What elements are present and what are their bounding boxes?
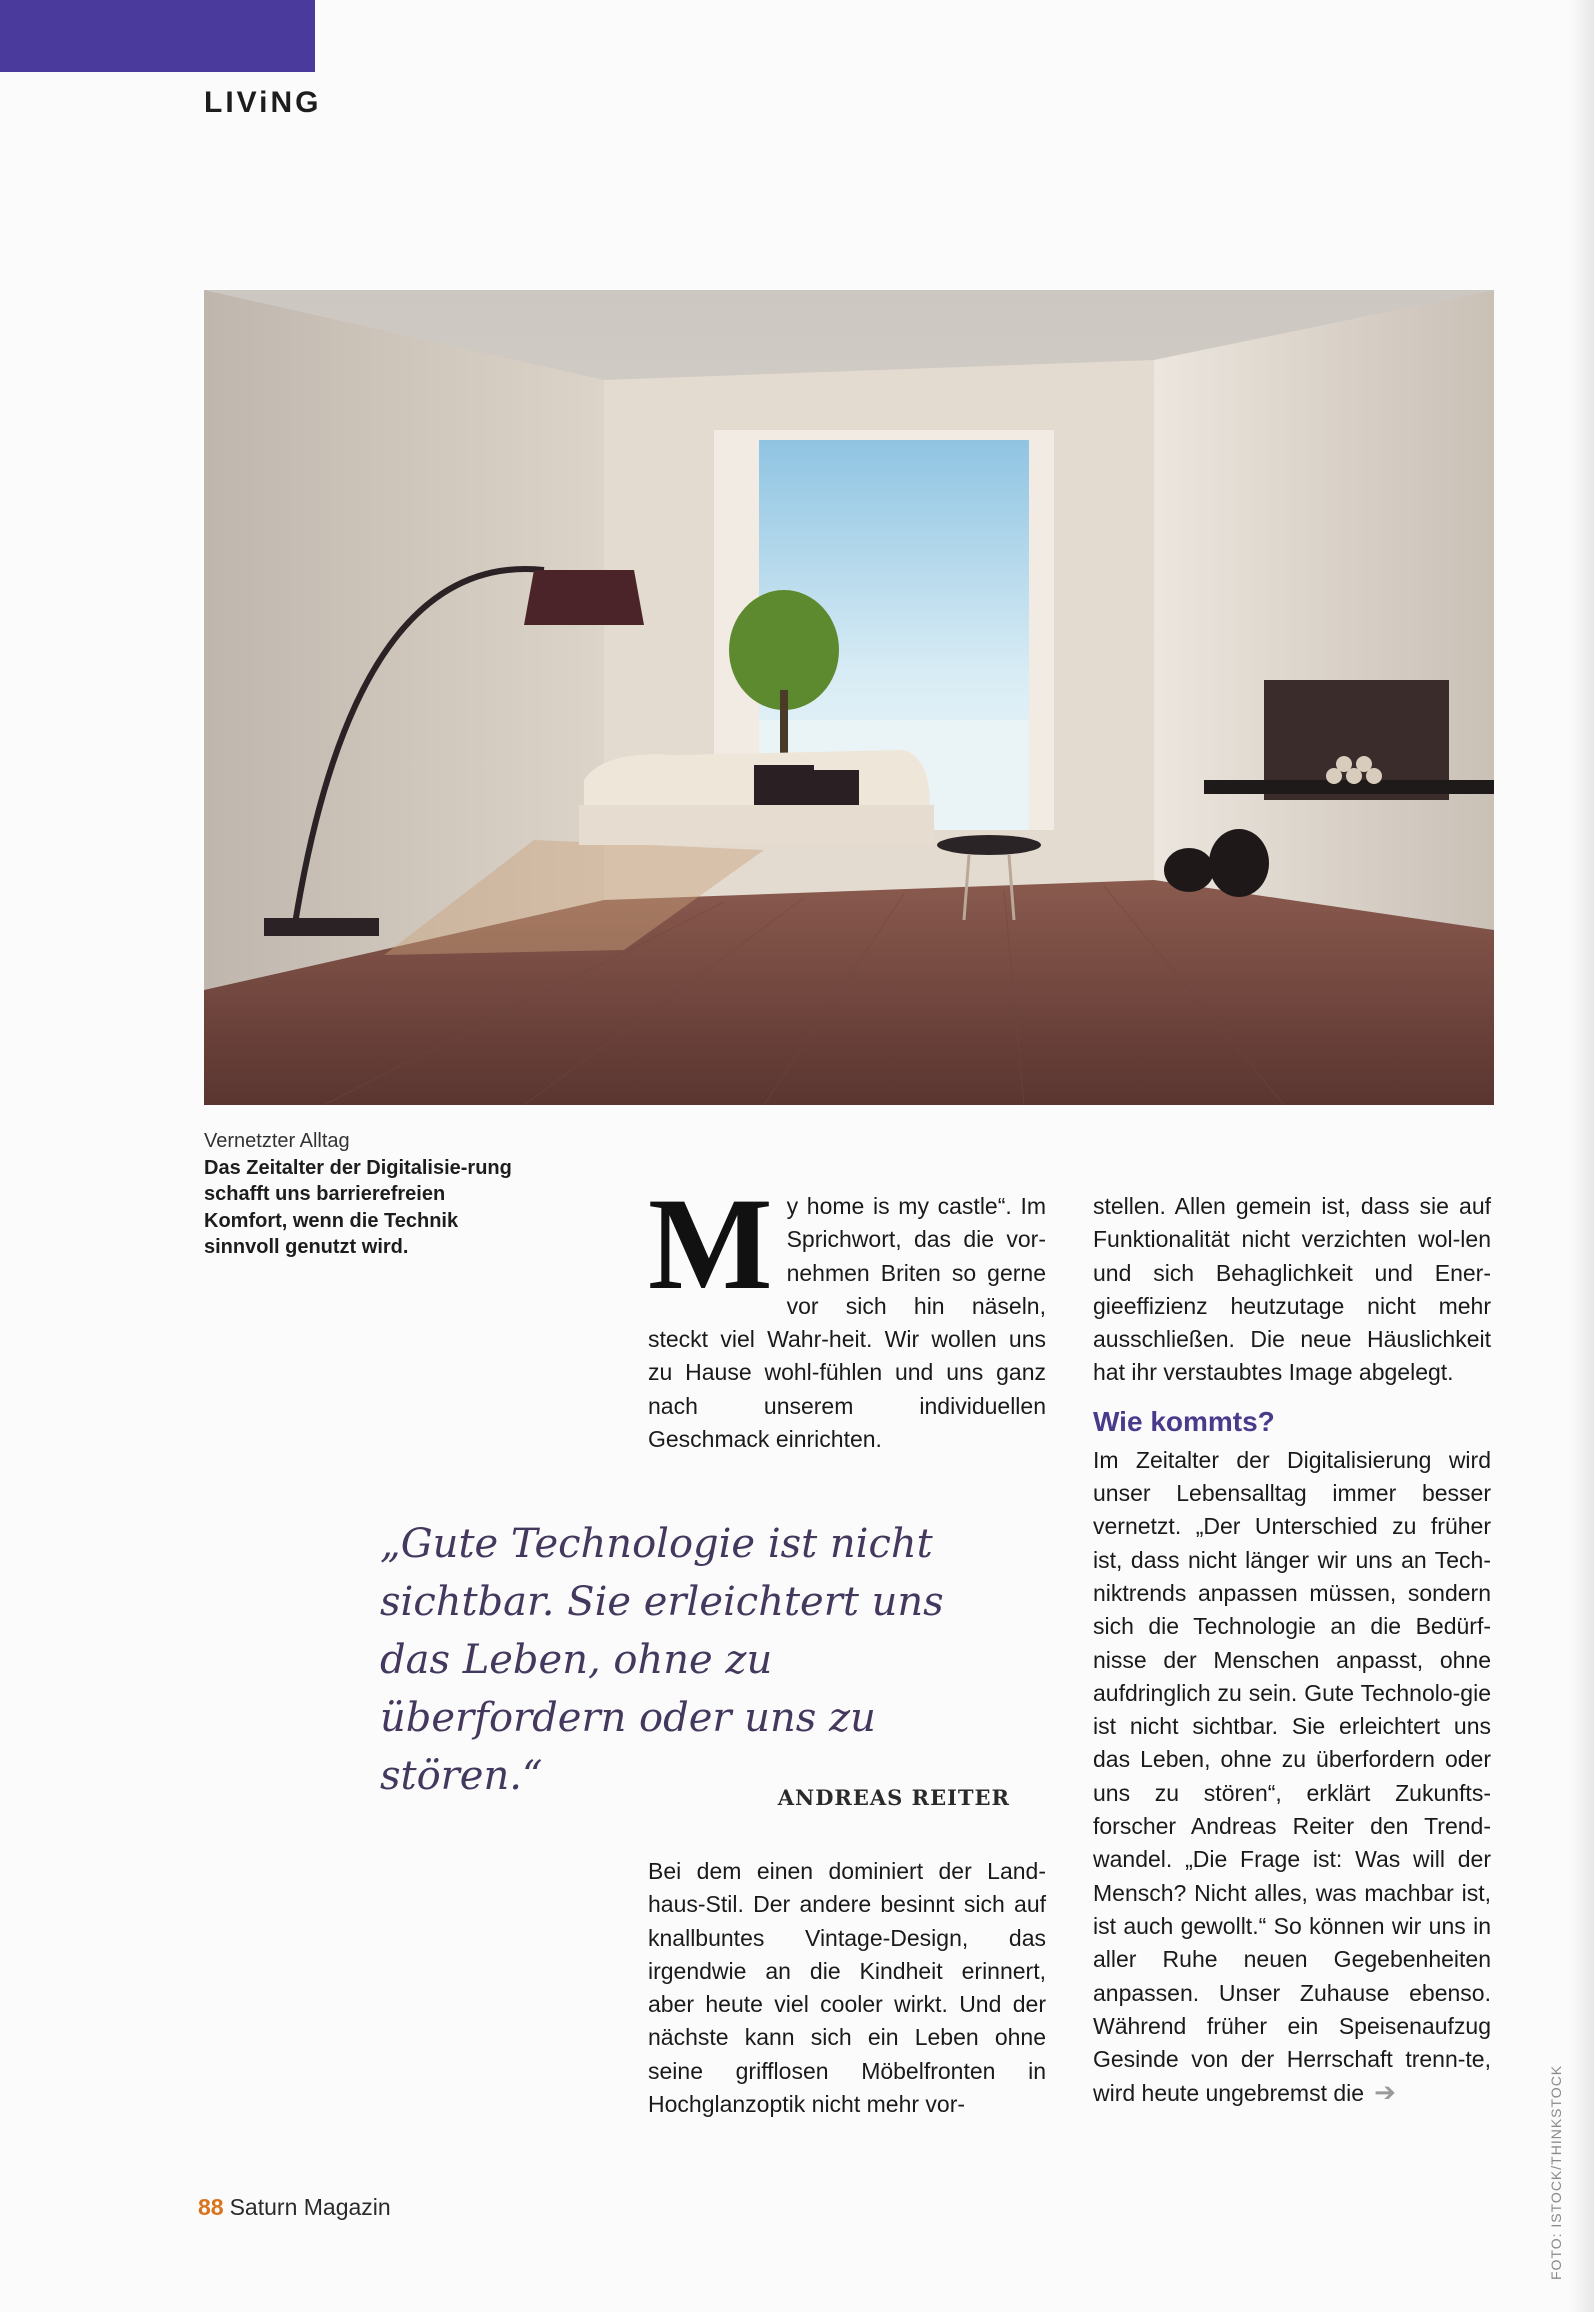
article-intro: y home is my castle“. Im Sprichwort, das die vor-nehmen Briten so gerne vor sich hin näseln, steckt viel Wahr-heit. Wir wollen uns zu Hause wohl-fühlen und uns ganz nach unserem individuellen Geschmack einrichten. bbox=[648, 1193, 1046, 1453]
magazine-name: Saturn Magazin bbox=[229, 2194, 391, 2220]
continue-arrow-icon: ➔ bbox=[1374, 2077, 1396, 2108]
page-number: 88 bbox=[198, 2194, 224, 2220]
caption-title: Vernetzter Alltag bbox=[204, 1130, 350, 1152]
page-footer bbox=[198, 2194, 391, 2221]
section-label: LIViNG bbox=[204, 86, 322, 119]
section-color-bar bbox=[0, 0, 315, 72]
photo-caption bbox=[204, 1128, 534, 1261]
caption-text: Das Zeitalter der Digitalisie-rung schafft uns barrierefreien Komfort, wenn die Technik sinnvoll genutzt wird. bbox=[204, 1156, 512, 1258]
photo-credit-text: FOTO: ISTOCK/THINKSTOCK bbox=[1548, 2064, 1564, 2280]
article-paragraph: stellen. Allen gemein ist, dass sie auf Funktionalität nicht verzichten wol-len und sich Behaglichkeit und Ener-gieeffizienz heutzutage nicht mehr ausschließen. Die neue Häuslichkeit hat ihr verstaubtes Image abgelegt. bbox=[1093, 1193, 1491, 1386]
article-column-left-bottom bbox=[648, 1855, 1046, 2121]
living-room-photo bbox=[204, 290, 1494, 1105]
article-paragraph-text: Im Zeitalter der Digitalisierung wird unser Lebensalltag immer besser vernetzt. „Der Unterschied zu früher ist, dass nicht länger wir uns an Tech-niktrends anpassen müssen, sondern sich die Technologie an die Bedürf-nisse der Menschen anpasst, ohne aufdringlich zu sein. Gute Technolo-gie ist nicht sichtbar. Sie erleichtert uns das Leben, ohne zu überfordern oder uns zu stören“, erklärt Zukunfts-forscher Andreas Reiter den Trend-wandel. „Die Frage ist: Was will der Mensch? Nicht alles, was machbar ist, ist auch gewollt.“ So können wir uns in aller Ruhe neuen Gegebenheiten anpassen. Unser Zuhause ebenso. Während früher ein Speisenaufzug Gesinde von der Herrschaft trenn-te, wird heute ungebremst die bbox=[1093, 1446, 1491, 2107]
drop-cap: M bbox=[648, 1170, 773, 1317]
article-column-right bbox=[1093, 1190, 1491, 2111]
pull-quote: „Gute Technologie ist nicht sichtbar. Sie erleichtert uns das Leben, ohne zu überfordern oder uns zu stören.“ bbox=[380, 1521, 944, 1799]
article-paragraph-continued bbox=[1093, 1444, 1491, 2111]
photo-credit bbox=[1546, 2064, 1568, 2280]
page-edge-shadow bbox=[1570, 0, 1594, 2312]
article-paragraph: Bei dem einen dominiert der Land-haus-Stil. Der andere besinnt sich auf knallbuntes Vintage-Design, das irgendwie an die Kindheit erinnert, aber heute viel cooler wirkt. Und der nächste kann sich ein Leben ohne seine grifflosen Möbelfronten in Hochglanzoptik nicht mehr vor- bbox=[648, 1858, 1046, 2118]
article-column-left-top bbox=[648, 1170, 1046, 1456]
pull-quote-author: ANDREAS REITER bbox=[777, 1785, 1010, 1810]
living-room-illustration bbox=[204, 290, 1494, 1105]
article-subheading: Wie kommts? bbox=[1093, 1405, 1275, 1437]
